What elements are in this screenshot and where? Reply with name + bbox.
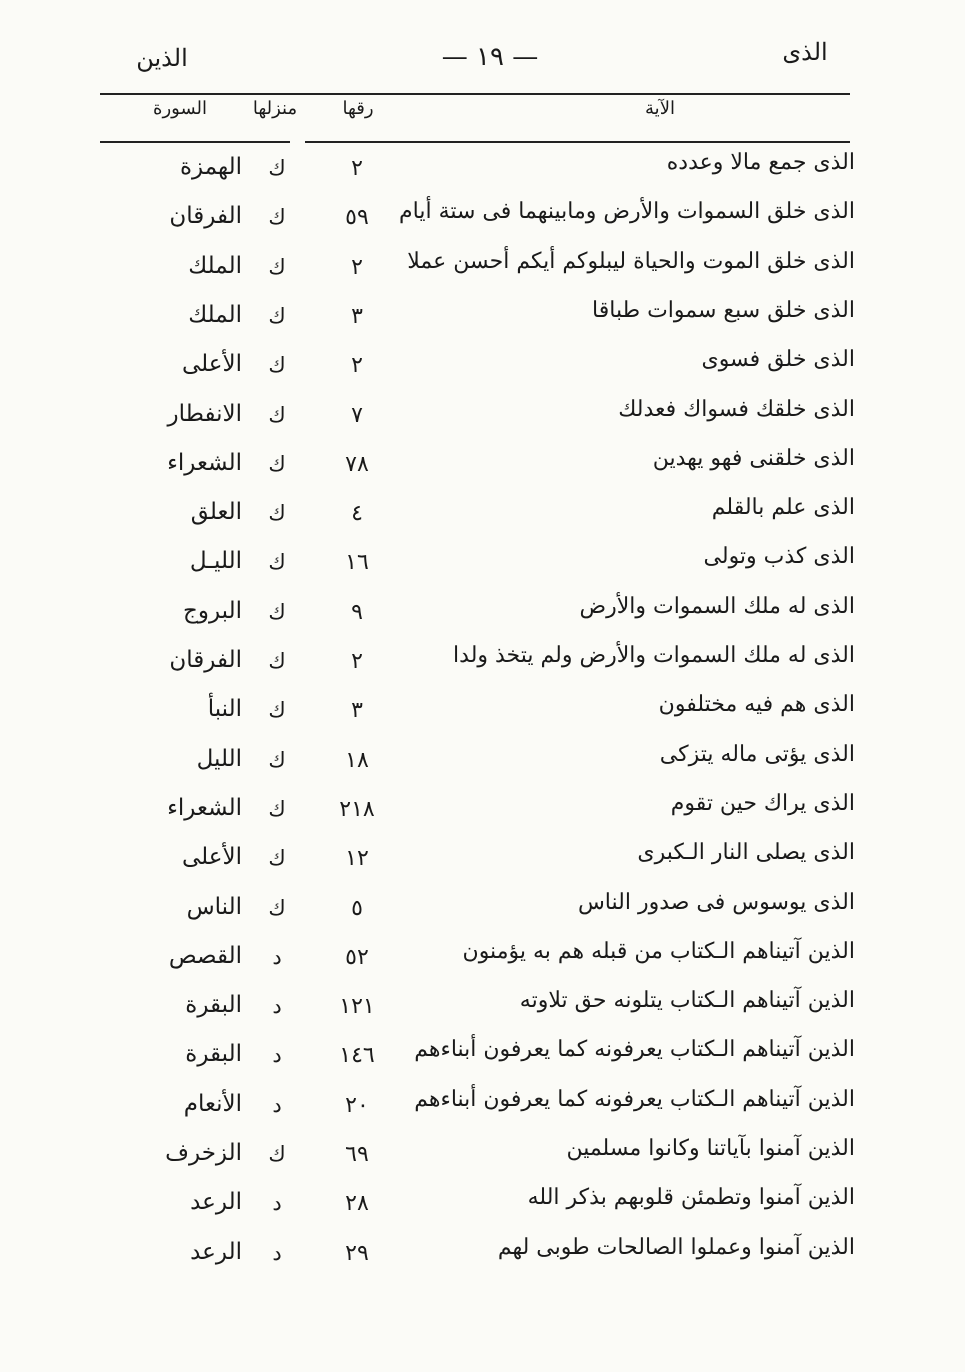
revelation-place: ك (268, 895, 286, 920)
table-row (0, 495, 965, 541)
surah-name: البقرة (185, 992, 242, 1019)
table-row (0, 1136, 965, 1182)
table-row (0, 347, 965, 393)
column-rule-left (100, 141, 290, 143)
verse-number: ٢ (351, 156, 363, 181)
revelation-place: ك (268, 796, 286, 821)
surah-name: الفرقان (169, 647, 242, 673)
revelation-place: ك (268, 353, 286, 378)
surah-name: البقرة (185, 1041, 242, 1068)
verse-text: الذى خلقك فسواك فعدلك (618, 396, 855, 422)
verse-number: ١٢١ (339, 994, 375, 1020)
table-row (0, 840, 965, 886)
column-header-place: منزلها (252, 98, 298, 119)
revelation-place: د (272, 1191, 282, 1216)
surah-name: الملك (188, 301, 242, 328)
column-header-verse: الآية (645, 98, 675, 119)
verse-text: الذى كذب وتولى (703, 544, 855, 570)
verse-number: ١٢ (345, 846, 369, 872)
page-number: — ١٩ — (441, 42, 539, 72)
surah-name: الانفطار (167, 400, 242, 427)
revelation-place: ك (268, 205, 286, 230)
table-row (0, 988, 965, 1034)
surah-name: الهمزة (179, 154, 242, 180)
surah-name: الناس (186, 893, 242, 920)
table-row (0, 742, 965, 788)
revelation-place: ك (268, 402, 286, 427)
surah-name: النبأ (207, 696, 242, 723)
verse-text: الذى خلق الموت والحياة ليبلوكم أيكم أحسن عملا (407, 248, 855, 274)
surah-name: العلق (190, 499, 242, 526)
verse-text: الذى خلق السموات والأرض ومابينهما فى ستة أيام (399, 199, 855, 225)
revelation-place: ك (268, 303, 286, 328)
revelation-place: د (272, 994, 282, 1019)
verse-text: الذين آتيناهم الـكتاب يعرفونه كما يعرفون أبناءهم (414, 1086, 855, 1112)
surah-name: الشعراء (167, 794, 242, 821)
header-left-word: الذين (136, 44, 188, 72)
table-row (0, 692, 965, 738)
verse-number: ٣ (351, 698, 363, 724)
verse-number: ٢٨ (345, 1191, 369, 1217)
verse-text: الذى علم بالقلم (711, 495, 855, 521)
revelation-place: ك (268, 698, 286, 723)
table-row (0, 150, 965, 196)
revelation-place: ك (268, 501, 286, 526)
verse-text: الذين آمنوا بآياتنا وكانوا مسلمين (566, 1136, 855, 1161)
column-rule-right (305, 141, 850, 143)
surah-name: الزخرف (165, 1140, 242, 1166)
verse-number: ٧٨ (345, 451, 369, 477)
verse-number: ٦٩ (345, 1142, 369, 1167)
verse-number: ٥ (351, 895, 363, 921)
verse-number: ١٨ (345, 747, 369, 773)
verse-number: ٥٢ (345, 944, 369, 970)
verse-text: الذى يؤتى ماله يتزكى (659, 741, 855, 767)
surah-name: الليـل (189, 548, 242, 575)
table-row (0, 249, 965, 295)
verse-text: الذين آمنوا وتطمئن قلوبهم بذكر الله (527, 1185, 855, 1211)
table-row (0, 298, 965, 344)
verse-text: الذى له ملك السموات والأرض ولم يتخذ ولدا (453, 643, 855, 668)
table-row (0, 594, 965, 640)
revelation-place: ك (268, 846, 286, 871)
surah-name: الليل (196, 745, 242, 772)
revelation-place: ك (268, 1142, 286, 1166)
verse-number: ٣ (351, 303, 363, 329)
revelation-place: ك (268, 599, 286, 624)
verse-text: الذى يراك حين تقوم (670, 790, 855, 816)
table-row (0, 1087, 965, 1133)
verse-number: ٢ (351, 649, 363, 674)
verse-number: ٢٠ (345, 1092, 369, 1118)
surah-name: الملك (188, 252, 242, 279)
table-row (0, 199, 965, 245)
verse-text: الذى يوسوس فى صدور الناس (577, 889, 855, 915)
column-header-surah: السورة (153, 98, 207, 119)
verse-number: ٧ (351, 402, 363, 428)
table-row (0, 544, 965, 590)
verse-text: الذى جمع مالا وعدده (666, 150, 855, 175)
revelation-place: د (272, 1043, 282, 1068)
verse-number: ٢ (351, 353, 363, 379)
table-row (0, 939, 965, 985)
surah-name: الأعلى (181, 351, 242, 378)
verse-text: الذين آمنوا وعملوا الصالحات طوبى لهم (497, 1234, 855, 1260)
surah-name: الفرقان (169, 203, 242, 230)
revelation-place: ك (268, 747, 286, 772)
table-row (0, 1235, 965, 1281)
surah-name: الأنعام (183, 1090, 242, 1117)
table-row (0, 1185, 965, 1231)
surah-name: الأعلى (181, 844, 242, 871)
table-row (0, 446, 965, 492)
verse-number: ٩ (351, 599, 363, 625)
revelation-place: د (272, 1092, 282, 1117)
revelation-place: ك (268, 550, 286, 575)
revelation-place: ك (268, 254, 286, 279)
verse-text: الذى خلق فسوى (701, 347, 855, 373)
verse-text: الذى هم فيه مختلفون (658, 692, 855, 718)
verse-number: ٢ (351, 254, 363, 280)
table-row (0, 1037, 965, 1083)
surah-name: القصص (168, 942, 242, 969)
surah-name: الشعراء (167, 449, 242, 476)
verse-number: ٥٩ (345, 205, 369, 231)
revelation-place: ك (268, 451, 286, 476)
verse-text: الذين آتيناهم الـكتاب يعرفونه كما يعرفون أبناءهم (414, 1037, 855, 1063)
revelation-place: د (272, 944, 282, 969)
revelation-place: د (272, 1240, 282, 1265)
verse-number: ١٦ (345, 550, 369, 576)
verse-text: الذى له ملك السموات والأرض (579, 593, 855, 619)
revelation-place: ك (268, 156, 286, 180)
table-row (0, 890, 965, 936)
verse-number: ١٤٦ (339, 1043, 375, 1069)
surah-name: البروج (183, 597, 242, 624)
header-right-word: الذى (782, 38, 828, 66)
verse-text: الذين آتيناهم الـكتاب يتلونه حق تلاوته (519, 988, 855, 1014)
column-header-number: رقها (342, 98, 374, 119)
verse-text: الذى خلقنى فهو يهدين (652, 445, 855, 471)
surah-name: الرعد (190, 1238, 242, 1265)
table-row (0, 397, 965, 443)
table-row (0, 643, 965, 689)
revelation-place: ك (268, 649, 286, 673)
verse-text: الذى خلق سبع سموات طباقا (592, 297, 855, 323)
table-row (0, 791, 965, 837)
verse-number: ٢١٨ (339, 796, 375, 822)
verse-text: الذين آتيناهم الـكتاب من قبله هم به يؤمنون (462, 938, 855, 964)
verse-number: ٢٩ (345, 1240, 369, 1266)
verse-text: الذى يصلى النار الـكبرى (637, 840, 855, 866)
header-rule (100, 93, 850, 95)
verse-number: ٤ (351, 501, 363, 527)
surah-name: الرعد (190, 1189, 242, 1216)
